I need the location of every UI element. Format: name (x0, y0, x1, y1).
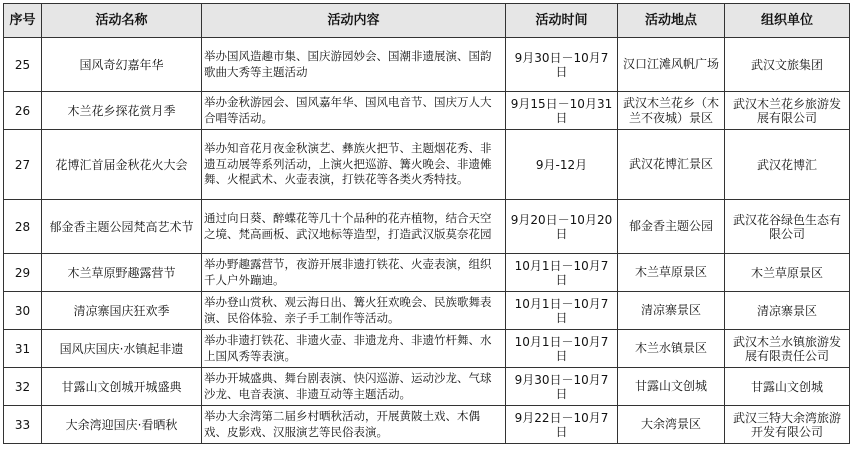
cell-name: 甘露山文创城开城盛典 (42, 368, 202, 406)
cell-content: 举办开城盛典、舞台剧表演、快闪巡游、运动沙龙、气球沙龙、电音表演、非遗互动等主题活动。 (202, 368, 506, 406)
table-row (4, 130, 850, 200)
cell-no: 25 (4, 38, 42, 92)
cell-content: 举办国风造趣市集、国庆游园妙会、国潮非遗展演、国韵歌曲大秀等主题活动 (202, 38, 506, 92)
cell-no: 28 (4, 200, 42, 254)
header-place: 活动地点 (618, 4, 725, 38)
cell-place: 清凉寨景区 (618, 292, 725, 330)
cell-name: 木兰草原野趣露营节 (42, 254, 202, 292)
cell-content: 举办登山赏秋、观云海日出、篝火狂欢晚会、民族歌舞表演、民俗体验、亲子手工制作等活动。 (202, 292, 506, 330)
cell-no: 33 (4, 406, 42, 444)
header-no: 序号 (4, 4, 42, 38)
cell-name: 国风庆国庆·水镇起非遗 (42, 330, 202, 368)
cell-time: 9月22日－10月7日 (506, 406, 618, 444)
cell-place: 汉口江滩风帆广场 (618, 38, 725, 92)
cell-place: 武汉木兰花乡（木兰不夜城）景区 (618, 92, 725, 130)
table-row (4, 406, 850, 444)
header-time: 活动时间 (506, 4, 618, 38)
cell-time: 9月20日－10月20日 (506, 200, 618, 254)
cell-place: 武汉花博汇景区 (618, 130, 725, 200)
cell-org: 武汉花博汇 (725, 130, 850, 200)
table-row (4, 92, 850, 130)
table-row (4, 292, 850, 330)
cell-content: 举办金秋游园会、国风嘉年华、国风电音节、国庆万人大合唱等活动。 (202, 92, 506, 130)
table-row (4, 254, 850, 292)
table-row (4, 368, 850, 406)
cell-name: 花博汇首届金秋花火大会 (42, 130, 202, 200)
cell-no: 32 (4, 368, 42, 406)
cell-org: 甘露山文创城 (725, 368, 850, 406)
cell-org: 武汉木兰水镇旅游发展有限责任公司 (725, 330, 850, 368)
cell-org: 武汉木兰花乡旅游发展有限公司 (725, 92, 850, 130)
cell-no: 29 (4, 254, 42, 292)
cell-time: 10月1日－10月7日 (506, 292, 618, 330)
cell-content: 举办非遗打铁花、非遗火壶、非遗龙舟、非遗竹杆舞、水上国风秀等表演。 (202, 330, 506, 368)
cell-name: 木兰花乡探花赏月季 (42, 92, 202, 130)
cell-name: 大余湾迎国庆·看晒秋 (42, 406, 202, 444)
cell-place: 木兰水镇景区 (618, 330, 725, 368)
table-row (4, 38, 850, 92)
cell-no: 31 (4, 330, 42, 368)
cell-time: 9月30日－10月7日 (506, 368, 618, 406)
cell-place: 甘露山文创城 (618, 368, 725, 406)
cell-no: 26 (4, 92, 42, 130)
cell-name: 郁金香主题公园梵高艺术节 (42, 200, 202, 254)
cell-content: 举办知音花月夜金秋演艺、彝族火把节、主题烟花秀、非遗互动展等系列活动，上演火把巡游、篝火晚会、非遗傩舞、火棍武术、火壶表演，打铁花等各类火秀特技。 (202, 130, 506, 200)
cell-time: 9月30日－10月7日 (506, 38, 618, 92)
cell-place: 木兰草原景区 (618, 254, 725, 292)
cell-time: 9月-12月 (506, 130, 618, 200)
cell-place: 郁金香主题公园 (618, 200, 725, 254)
cell-org: 武汉三特大余湾旅游开发有限公司 (725, 406, 850, 444)
header-row (4, 4, 850, 38)
cell-content: 举办野趣露营节，夜游开展非遗打铁花、火壶表演，组织千人户外蹦迪。 (202, 254, 506, 292)
cell-no: 27 (4, 130, 42, 200)
cell-content: 通过向日葵、醉蝶花等几十个品种的花卉植物，结合天空之境、梵高画板、武汉地标等造型，打造武汉版莫奈花园 (202, 200, 506, 254)
cell-name: 国风奇幻嘉年华 (42, 38, 202, 92)
table-row (4, 330, 850, 368)
header-name: 活动名称 (42, 4, 202, 38)
header-content: 活动内容 (202, 4, 506, 38)
table-row (4, 200, 850, 254)
cell-time: 9月15日－10月31日 (506, 92, 618, 130)
cell-place: 大余湾景区 (618, 406, 725, 444)
cell-name: 清凉寨国庆狂欢季 (42, 292, 202, 330)
cell-no: 30 (4, 292, 42, 330)
cell-time: 10月1日－10月7日 (506, 330, 618, 368)
cell-org: 武汉文旅集团 (725, 38, 850, 92)
cell-content: 举办大余湾第二届乡村晒秋活动，开展黄陂土戏、木偶戏、皮影戏、汉服演艺等民俗表演。 (202, 406, 506, 444)
header-org: 组织单位 (725, 4, 850, 38)
cell-org: 清凉寨景区 (725, 292, 850, 330)
cell-org: 武汉花谷绿色生态有限公司 (725, 200, 850, 254)
activity-table (3, 3, 850, 444)
cell-org: 木兰草原景区 (725, 254, 850, 292)
cell-time: 10月1日－10月7日 (506, 254, 618, 292)
